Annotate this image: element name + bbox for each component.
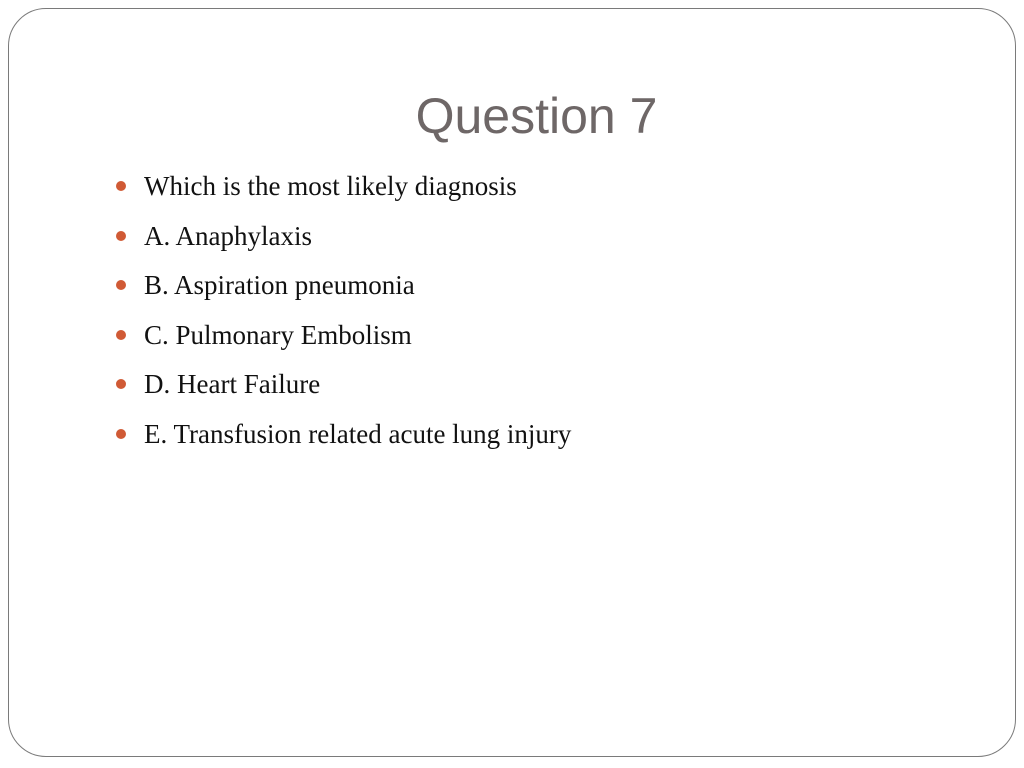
answer-option-a: A. Anaphylaxis xyxy=(144,220,312,251)
slide-title: Question 7 xyxy=(415,88,658,144)
list-item xyxy=(116,266,571,316)
question-prompt: Which is the most likely diagnosis xyxy=(144,171,517,201)
list-item xyxy=(116,365,571,415)
list-item xyxy=(116,217,571,267)
answer-option-e: E. Transfusion related acute lung injury xyxy=(144,418,572,449)
answer-option-c: C. Pulmonary Embolism xyxy=(144,319,412,350)
answer-option-d: D. Heart Failure xyxy=(144,369,321,400)
list-item xyxy=(116,316,571,366)
list-item xyxy=(116,415,571,465)
list-item xyxy=(116,167,571,217)
bullet-dot-icon xyxy=(116,280,126,290)
bullet-dot-icon xyxy=(116,330,126,340)
answer-option-b: B. Aspiration pneumonia xyxy=(144,270,415,301)
bullet-list xyxy=(116,167,571,465)
bullet-dot-icon xyxy=(116,429,126,439)
bullet-dot-icon xyxy=(116,231,126,241)
bullet-dot-icon xyxy=(116,379,126,389)
bullet-dot-icon xyxy=(116,181,126,191)
